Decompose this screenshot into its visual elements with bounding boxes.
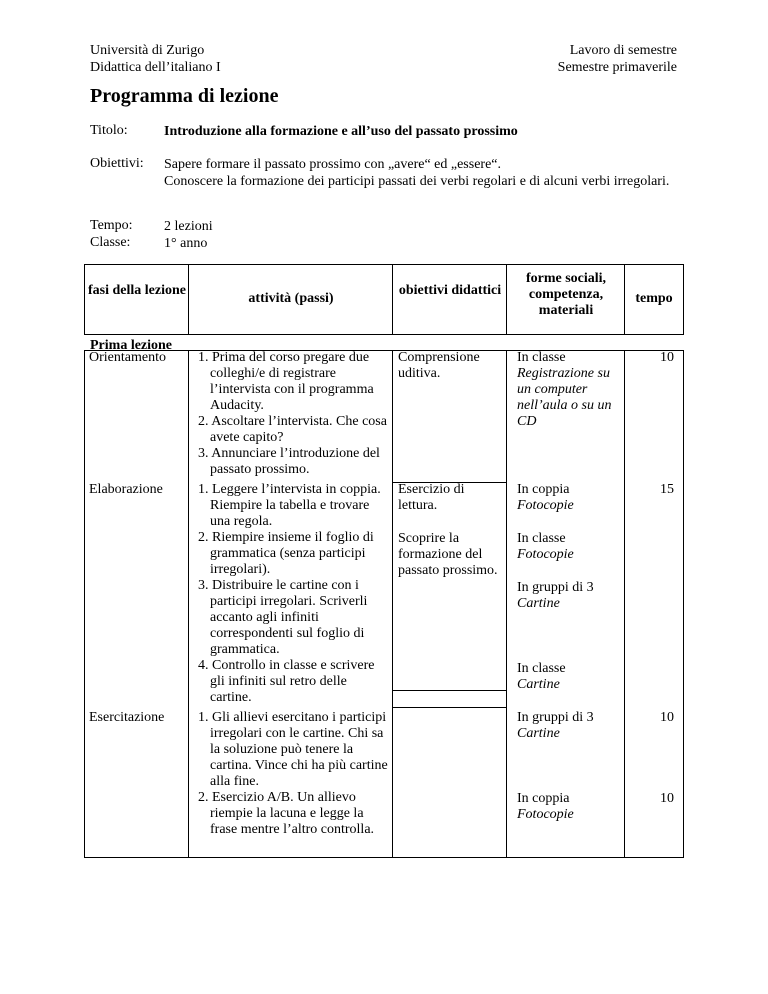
tempo-esercitazione-1: 10 [660, 710, 674, 725]
header-attivita: attività (passi) [248, 291, 334, 306]
obiettivi-line2: Conoscere la formazione dei participi passati dei verbi regolari e di alcuni verbi irregolari. [164, 174, 670, 189]
classe-value: 1° anno [164, 236, 208, 251]
forme-social: In coppia [517, 482, 570, 497]
steps-esercitazione [198, 710, 388, 838]
forme-item [517, 531, 621, 563]
obiettivi-box-esercitazione [392, 707, 507, 858]
step-item: 4. Controllo in classe e scrivere gli infiniti sul retro delle cartine. [198, 658, 375, 705]
forme-materiali: Registrazione su un computer nell’aula o su un CD [517, 366, 612, 429]
forme-materiali: Fotocopie [517, 547, 574, 562]
forme-materiali: Fotocopie [517, 498, 574, 513]
obiettivi-label: Obiettivi: [90, 156, 144, 171]
forme-materiali: Cartine [517, 596, 560, 611]
page-title: Programma di lezione [90, 85, 279, 107]
course-name: Didattica dell’italiano I [90, 60, 221, 75]
work-type: Lavoro di semestre [569, 43, 677, 58]
tempo-label: Tempo: [90, 218, 133, 233]
step-item: 2. Ascoltare l’intervista. Che cosa avete capito? [198, 414, 387, 445]
titolo-value: Introduzione alla formazione e all’uso del passato prossimo [164, 124, 518, 139]
titolo-label: Titolo: [90, 123, 128, 138]
step-item: 2. Esercizio A/B. Un allievo riempie la lacuna e legge la frase mentre l’altro controlla. [198, 790, 375, 837]
tempo-elaborazione: 15 [660, 482, 674, 497]
step-item: 1. Leggere l’intervista in coppia. Riempire la tabella e trovare una regola. [198, 482, 381, 529]
obiettivo-elaborazione-2: Scoprire la formazione del passato prossimo. [398, 531, 498, 578]
step-item: 3. Annunciare l’introduzione del passato prossimo. [198, 446, 380, 477]
forme-item [517, 482, 621, 514]
header-obiettivi: obiettivi didattici [398, 283, 502, 298]
header-forme: forme sociali, competenza, materiali [525, 271, 607, 318]
obiettivo-orientamento: Comprensione uditiva. [398, 350, 480, 381]
step-item: 2. Riempire insieme il foglio di grammatica (senza participi irregolari). [198, 530, 374, 577]
tempo-orientamento: 10 [660, 350, 674, 365]
tempo-value: 2 lezioni [164, 219, 213, 234]
forme-materiali: Cartine [517, 726, 560, 741]
steps-orientamento [198, 350, 388, 478]
step-item: 3. Distribuire le cartine con i participi irregolari. Scriverli accanto agli infiniti correspondenti sul foglio di grammatica. [198, 578, 368, 657]
section-label: Prima lezione [90, 338, 173, 353]
header-right [558, 42, 677, 76]
classe-label: Classe: [90, 235, 131, 250]
fase-esercitazione: Esercitazione [89, 710, 165, 725]
forme-materiali: Fotocopie [517, 807, 574, 822]
semester: Semestre primaverile [557, 60, 677, 75]
forme-item [517, 791, 621, 823]
forme-materiali: Cartine [517, 677, 560, 692]
university-name: Università di Zurigo [90, 43, 205, 58]
forme-item [517, 580, 621, 612]
forme-social: In gruppi di 3 [517, 710, 594, 725]
obiettivi-line1: Sapere formare il passato prossimo con „avere“ ed „essere“. [164, 157, 502, 172]
forme-item [517, 661, 621, 693]
forme-social: In gruppi di 3 [517, 580, 594, 595]
steps-elaborazione [198, 482, 388, 706]
fase-orientamento: Orientamento [89, 350, 166, 365]
forme-social: In coppia [517, 791, 570, 806]
forme-social: In classe [517, 531, 566, 546]
step-item: 1. Gli allievi esercitano i participi irregolari con le cartine. Chi sa la soluzione può tenere la cartina. Vince chi ha più cartine alla fine. [198, 710, 388, 789]
forme-social: In classe [517, 350, 566, 365]
step-item: 1. Prima del corso pregare due colleghi/e di registrare l’intervista con il programma Audacity. [198, 350, 374, 413]
obiettivo-elaborazione-1: Esercizio di lettura. [398, 482, 465, 513]
forme-item [517, 710, 621, 742]
forme-social: In classe [517, 661, 566, 676]
tempo-esercitazione-2: 10 [660, 791, 674, 806]
header-tempo: tempo [635, 291, 673, 306]
fase-elaborazione: Elaborazione [89, 482, 163, 497]
header-fasi: fasi della lezione [88, 283, 186, 298]
header-left [90, 42, 221, 76]
forme-orientamento [517, 350, 621, 430]
